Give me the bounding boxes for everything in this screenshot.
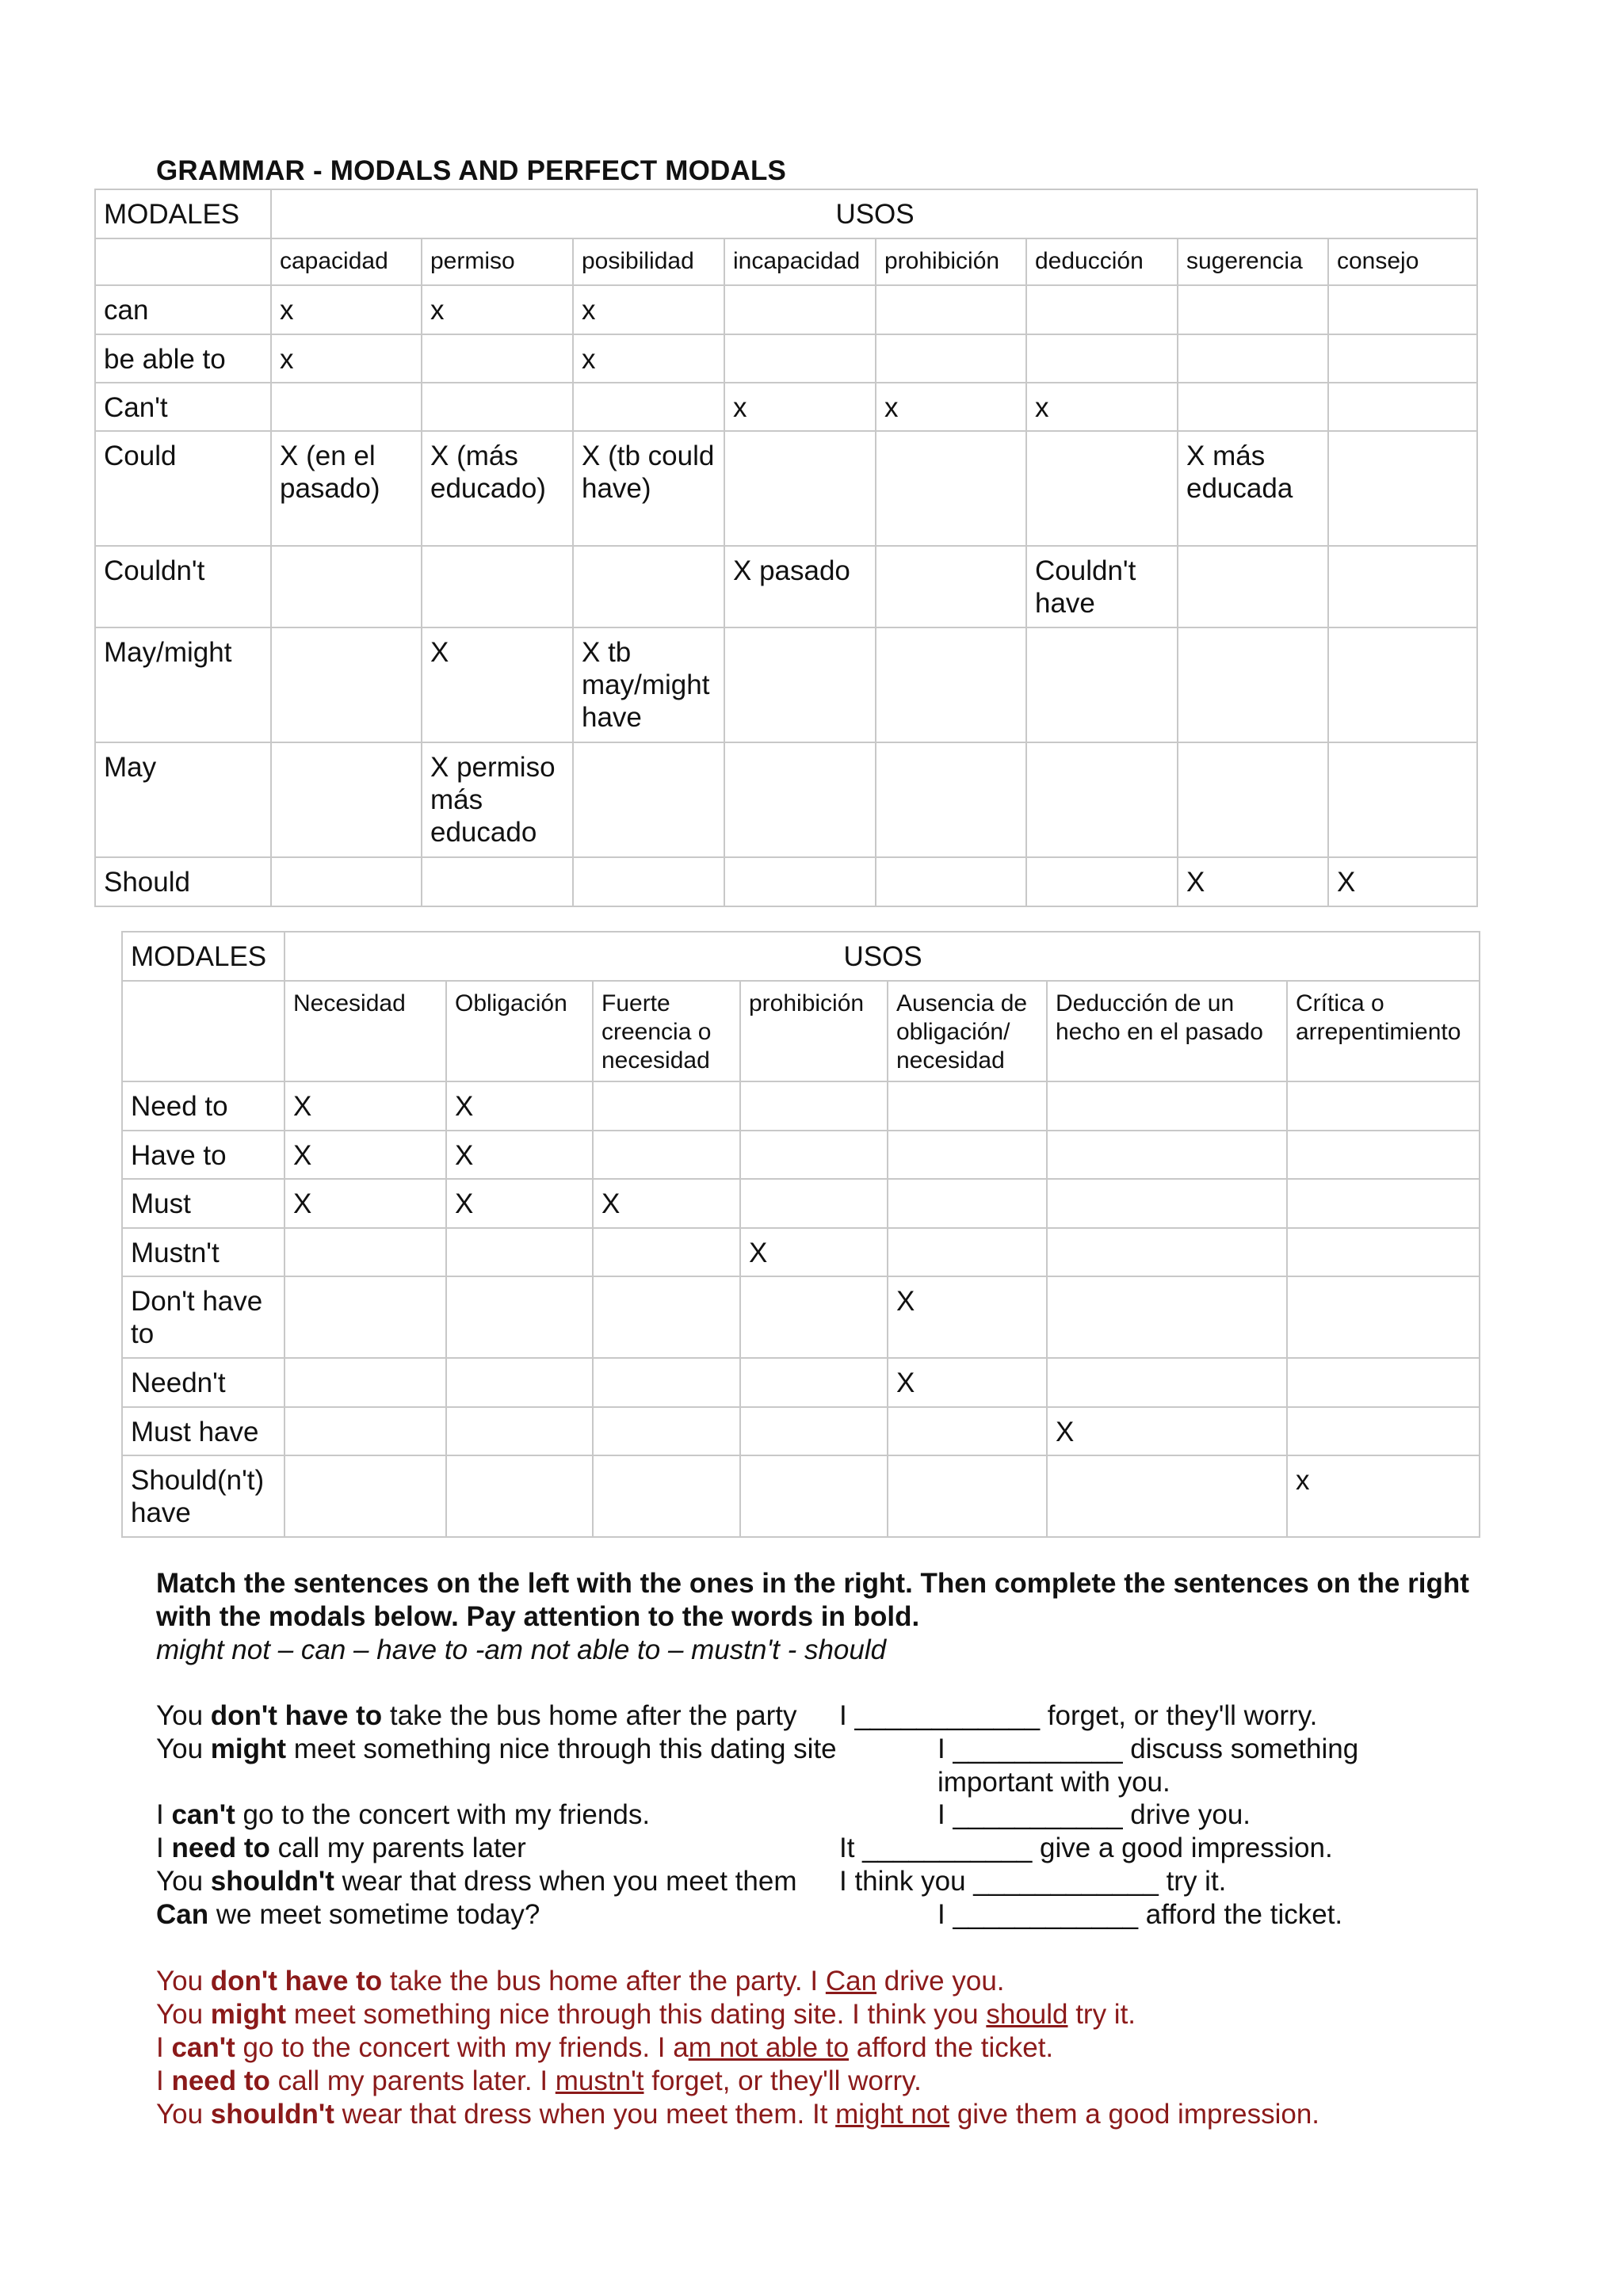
answer-line: You don't have to take the bus home after the party. I Can drive you.	[156, 1966, 1005, 1997]
usage-cell	[888, 1407, 1047, 1455]
usage-cell	[740, 1131, 888, 1179]
table-row	[95, 546, 1477, 627]
modal-cell: Have to	[122, 1131, 285, 1179]
usage-cell	[1287, 1407, 1480, 1455]
table-header-usos: USOS	[285, 932, 1480, 981]
table-row	[122, 1228, 1480, 1276]
usage-cell	[446, 1276, 593, 1358]
usage-cell	[1287, 1358, 1480, 1407]
usage-cell	[271, 383, 422, 431]
modal-cell: May/might	[95, 627, 271, 742]
usage-cell	[593, 1228, 740, 1276]
usage-cell	[1178, 383, 1328, 431]
use-header: Obligación	[446, 981, 593, 1081]
usage-cell	[446, 1228, 593, 1276]
left-sentence: Can we meet sometime today?	[156, 1899, 540, 1930]
use-header: sugerencia	[1178, 238, 1328, 285]
usage-cell	[724, 334, 876, 383]
modal-cell: Must	[122, 1179, 285, 1228]
perfect-modals-table	[121, 931, 1480, 1538]
use-header: Necesidad	[285, 981, 446, 1081]
right-sentence: I ___________ drive you.	[938, 1799, 1251, 1830]
table-row	[95, 285, 1477, 334]
modal-cell: Should	[95, 857, 271, 906]
usage-cell: X	[285, 1179, 446, 1228]
modal-cell: Can't	[95, 383, 271, 431]
answer-line: You shouldn't wear that dress when you meet them. It might not give them a good impression.	[156, 2099, 1320, 2130]
answer-line: You might meet something nice through this dating site. I think you should try it.	[156, 1999, 1136, 2030]
usage-cell	[1047, 1081, 1287, 1131]
modal-cell: May	[95, 742, 271, 857]
usage-cell	[422, 383, 573, 431]
table-header-blank	[122, 981, 285, 1081]
usage-cell	[876, 627, 1026, 742]
answer-line: I can't go to the concert with my friends. I am not able to afford the ticket.	[156, 2032, 1054, 2063]
table-row	[95, 742, 1477, 857]
usage-cell	[446, 1407, 593, 1455]
usage-cell	[1328, 742, 1477, 857]
usage-cell	[876, 546, 1026, 627]
usage-cell: x	[573, 334, 724, 383]
usage-cell	[1047, 1276, 1287, 1358]
table-row	[122, 1179, 1480, 1228]
modal-cell: Must have	[122, 1407, 285, 1455]
use-header: deducción	[1026, 238, 1178, 285]
usage-cell: x	[1287, 1455, 1480, 1537]
answer-line: I need to call my parents later. I mustn't forget, or they'll worry.	[156, 2065, 922, 2096]
usage-cell	[888, 1131, 1047, 1179]
table-row	[122, 1358, 1480, 1407]
usage-cell: x	[876, 383, 1026, 431]
usage-cell	[1328, 431, 1477, 546]
usage-cell	[593, 1455, 740, 1537]
usage-cell	[285, 1407, 446, 1455]
usage-cell: X	[446, 1081, 593, 1131]
use-header: incapacidad	[724, 238, 876, 285]
usage-cell	[593, 1276, 740, 1358]
usage-cell	[724, 742, 876, 857]
usage-cell	[446, 1455, 593, 1537]
usage-cell	[888, 1455, 1047, 1537]
usage-cell	[593, 1081, 740, 1131]
use-header: Ausencia de obligación/ necesidad	[888, 981, 1047, 1081]
left-sentence: I need to call my parents later	[156, 1833, 526, 1863]
usage-cell	[285, 1455, 446, 1537]
usage-cell	[1287, 1179, 1480, 1228]
usage-cell	[1026, 742, 1178, 857]
usage-cell: X	[1328, 857, 1477, 906]
modal-cell: Need to	[122, 1081, 285, 1131]
right-sentence: It ___________ give a good impression.	[839, 1833, 1333, 1863]
usage-cell	[1328, 546, 1477, 627]
usage-cell	[1178, 627, 1328, 742]
usage-cell	[1328, 334, 1477, 383]
usage-cell	[876, 857, 1026, 906]
usage-cell	[888, 1081, 1047, 1131]
usage-cell	[876, 431, 1026, 546]
usage-cell	[285, 1276, 446, 1358]
usage-cell	[1047, 1455, 1287, 1537]
usage-cell	[1178, 334, 1328, 383]
left-sentence: You don't have to take the bus home after the party	[156, 1700, 797, 1731]
usage-cell	[1047, 1358, 1287, 1407]
usage-cell	[1178, 546, 1328, 627]
usage-cell	[593, 1407, 740, 1455]
table-row	[122, 1081, 1480, 1131]
usage-cell	[724, 627, 876, 742]
usage-cell	[271, 546, 422, 627]
use-header: permiso	[422, 238, 573, 285]
usage-cell	[271, 742, 422, 857]
usage-cell	[1047, 1131, 1287, 1179]
usage-cell: X	[593, 1179, 740, 1228]
usage-cell	[724, 857, 876, 906]
table-row	[122, 1276, 1480, 1358]
table-row	[95, 627, 1477, 742]
usage-cell	[446, 1358, 593, 1407]
table-header-modales: MODALES	[95, 189, 271, 238]
usage-cell	[573, 742, 724, 857]
usage-cell	[1026, 431, 1178, 546]
usage-cell	[876, 285, 1026, 334]
usage-cell	[876, 742, 1026, 857]
usage-cell: X	[422, 627, 573, 742]
modal-cell: Couldn't	[95, 546, 271, 627]
usage-cell: x	[724, 383, 876, 431]
usage-cell	[271, 627, 422, 742]
modal-cell: be able to	[95, 334, 271, 383]
usage-cell: X	[285, 1131, 446, 1179]
usage-cell	[876, 334, 1026, 383]
use-header: Crítica o arrepentimiento	[1287, 981, 1480, 1081]
usage-cell	[1047, 1228, 1287, 1276]
modal-cell: Don't have to	[122, 1276, 285, 1358]
usage-cell	[724, 285, 876, 334]
usage-cell	[593, 1131, 740, 1179]
left-sentence: I can't go to the concert with my friends.	[156, 1799, 651, 1830]
usage-cell: x	[271, 334, 422, 383]
usage-cell: X (más educado)	[422, 431, 573, 546]
usage-cell: X	[888, 1358, 1047, 1407]
modals-table	[94, 189, 1478, 907]
usage-cell: x	[271, 285, 422, 334]
usage-cell	[1287, 1131, 1480, 1179]
usage-cell: X tb may/might have	[573, 627, 724, 742]
usage-cell: X (en el pasado)	[271, 431, 422, 546]
usage-cell: x	[422, 285, 573, 334]
usage-cell	[1178, 742, 1328, 857]
usage-cell	[1026, 334, 1178, 383]
modal-cell: Needn't	[122, 1358, 285, 1407]
usage-cell: X	[446, 1131, 593, 1179]
use-header: posibilidad	[573, 238, 724, 285]
table-header-usos: USOS	[271, 189, 1477, 238]
right-sentence: important with you.	[938, 1767, 1170, 1798]
use-header: Deducción de un hecho en el pasado	[1047, 981, 1287, 1081]
usage-cell	[1287, 1081, 1480, 1131]
usage-cell: X (tb could have)	[573, 431, 724, 546]
usage-cell	[1287, 1276, 1480, 1358]
right-sentence: I ____________ forget, or they'll worry.	[839, 1700, 1318, 1731]
right-sentence: I think you ____________ try it.	[839, 1866, 1227, 1897]
usage-cell	[740, 1081, 888, 1131]
use-header: capacidad	[271, 238, 422, 285]
use-header: Fuerte creencia o necesidad	[593, 981, 740, 1081]
use-header: prohibición	[876, 238, 1026, 285]
usage-cell	[740, 1276, 888, 1358]
left-sentence: You might meet something nice through this dating site	[156, 1733, 837, 1764]
usage-cell	[740, 1455, 888, 1537]
usage-cell: X	[888, 1276, 1047, 1358]
modal-cell: Could	[95, 431, 271, 546]
usage-cell	[573, 546, 724, 627]
right-sentence: I ___________ discuss something	[938, 1733, 1359, 1764]
table-header-modales: MODALES	[122, 932, 285, 981]
word-list: might not – can – have to -am not able to – mustn't - should	[156, 1634, 887, 1665]
usage-cell: X	[740, 1228, 888, 1276]
usage-cell	[422, 334, 573, 383]
usage-cell	[1026, 857, 1178, 906]
left-sentence: You shouldn't wear that dress when you meet them	[156, 1866, 797, 1897]
usage-cell	[724, 431, 876, 546]
usage-cell: X	[1047, 1407, 1287, 1455]
modal-cell: can	[95, 285, 271, 334]
table-row	[95, 857, 1477, 906]
usage-cell	[1328, 627, 1477, 742]
usage-cell	[1287, 1228, 1480, 1276]
use-header: prohibición	[740, 981, 888, 1081]
table-row	[95, 431, 1477, 546]
usage-cell: X pasado	[724, 546, 876, 627]
right-sentence: I ____________ afford the ticket.	[938, 1899, 1343, 1930]
table-row	[95, 383, 1477, 431]
usage-cell	[1026, 285, 1178, 334]
usage-cell	[888, 1179, 1047, 1228]
usage-cell	[593, 1358, 740, 1407]
usage-cell: X	[446, 1179, 593, 1228]
use-header: consejo	[1328, 238, 1477, 285]
usage-cell	[888, 1228, 1047, 1276]
table-row	[122, 1407, 1480, 1455]
usage-cell	[271, 857, 422, 906]
usage-cell	[740, 1179, 888, 1228]
usage-cell	[573, 383, 724, 431]
modal-cell: Mustn't	[122, 1228, 285, 1276]
usage-cell	[1047, 1179, 1287, 1228]
usage-cell	[740, 1407, 888, 1455]
usage-cell	[1328, 383, 1477, 431]
usage-cell	[285, 1358, 446, 1407]
usage-cell: X	[285, 1081, 446, 1131]
usage-cell: X permiso más educado	[422, 742, 573, 857]
usage-cell	[422, 857, 573, 906]
usage-cell	[740, 1358, 888, 1407]
table-header-blank	[95, 238, 271, 285]
modal-cell: Should(n't) have	[122, 1455, 285, 1537]
usage-cell: X más educada	[1178, 431, 1328, 546]
usage-cell: x	[573, 285, 724, 334]
table-row	[95, 334, 1477, 383]
usage-cell: x	[1026, 383, 1178, 431]
usage-cell: X	[1178, 857, 1328, 906]
table-row	[122, 1131, 1480, 1179]
table-row	[122, 1455, 1480, 1537]
usage-cell: Couldn't have	[1026, 546, 1178, 627]
page-title: GRAMMAR - MODALS AND PERFECT MODALS	[156, 155, 787, 186]
usage-cell	[1328, 285, 1477, 334]
usage-cell	[422, 546, 573, 627]
usage-cell	[1178, 285, 1328, 334]
usage-cell	[285, 1228, 446, 1276]
usage-cell	[573, 857, 724, 906]
usage-cell	[1026, 627, 1178, 742]
exercise-instructions: Match the sentences on the left with the ones in the right. Then complete the sentences on the right with the modals below. Pay attention to the words in bold.	[156, 1568, 1469, 1632]
